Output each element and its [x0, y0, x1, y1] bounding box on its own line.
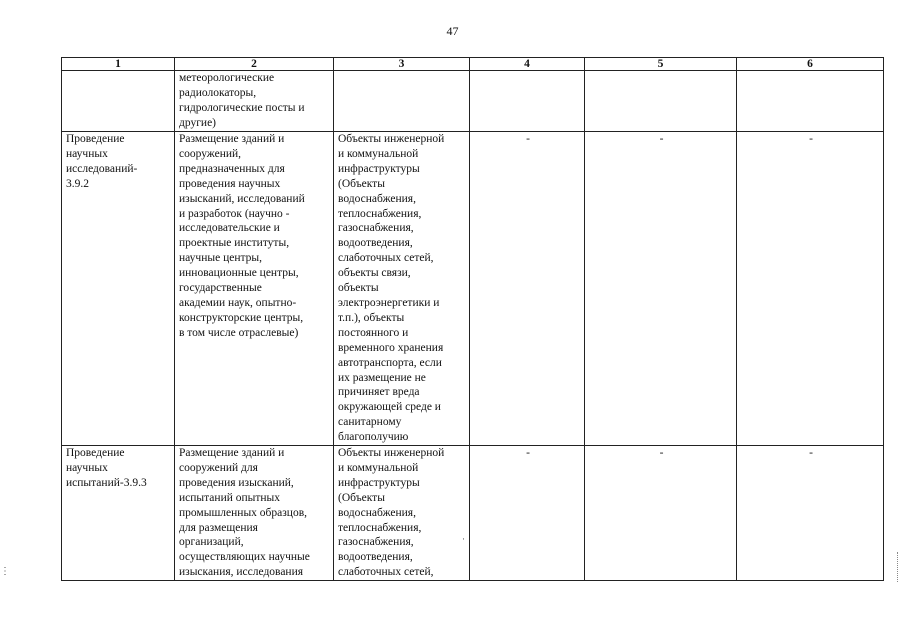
land-use-table — [61, 57, 884, 581]
table-row — [62, 132, 884, 446]
cell-text: - — [659, 447, 664, 460]
cell-auxiliary-uses — [334, 446, 470, 581]
cell-col4 — [470, 132, 585, 446]
cell-col4 — [470, 446, 585, 581]
column-header-6: 6 — [737, 58, 884, 71]
cell-text: метеорологические радиолокаторы, гидрологические посты и другие) — [179, 72, 305, 129]
cell-text: Проведение научных испытаний-3.9.3 — [66, 447, 147, 489]
cell-text: - — [809, 133, 813, 145]
table-row — [62, 446, 884, 581]
cell-col5 — [585, 71, 737, 132]
cell-description — [175, 132, 334, 446]
cell-col6 — [737, 446, 884, 581]
cell-description — [175, 71, 334, 132]
cell-text: Объекты инженерной и коммунальной инфраструктуры (Объекты водоснабжения, теплоснабжения, газоснабжения, водоотведения, слаботочных сетей, — [338, 447, 445, 579]
cell-use-type — [62, 446, 175, 581]
cell-text: Размещение зданий и сооружений для проведения изысканий, испытаний опытных промышленных образцов, для размещения организаций, осуществляющих научные изыскания, исследования — [179, 447, 310, 579]
cell-col6 — [737, 71, 884, 132]
scan-speck: · — [462, 534, 465, 544]
column-header-5: 5 — [585, 58, 737, 71]
column-header-3: 3 — [334, 58, 470, 71]
cell-col4 — [470, 71, 585, 132]
cell-use-type — [62, 132, 175, 446]
cell-text: - — [526, 133, 530, 145]
cell-use-type — [62, 71, 175, 132]
cell-text: Размещение зданий и сооружений, предназначенных для проведения научных изысканий, исследований и разработок (научно - исследовательские и проектные институты, научные центры, инновационные центры, государственные академии наук, опытно- конструкторские центры, в том числе отраслевые) — [179, 133, 305, 339]
scan-margin-mark: ⋮ — [0, 566, 10, 577]
cell-col6 — [737, 132, 884, 446]
cell-text: - — [809, 447, 813, 460]
header-row — [62, 58, 884, 71]
cell-text: Объекты инженерной и коммунальной инфраструктуры (Объекты водоснабжения, теплоснабжения, газоснабжения, водоотведения, слаботочных сетей, объекты связи, объекты электроэнергетики и т.п.), объекты постоянного и временного хранения автотранспорта, если их размещение не причиняет вреда окружающей среде и санитарному благополучию — [338, 133, 445, 444]
page-number: 47 — [446, 24, 459, 38]
column-header-4: 4 — [470, 58, 585, 71]
cell-description — [175, 446, 334, 581]
cell-text: - — [659, 133, 664, 145]
table-row — [62, 71, 884, 132]
cell-col5 — [585, 446, 737, 581]
cell-auxiliary-uses — [334, 71, 470, 132]
column-header-1: 1 — [62, 58, 175, 71]
cell-text: - — [526, 447, 530, 460]
cell-text: Проведение научных исследований- 3.9.2 — [66, 133, 138, 190]
cell-col5 — [585, 132, 737, 446]
cell-auxiliary-uses — [334, 132, 470, 446]
column-header-2: 2 — [175, 58, 334, 71]
scan-edge-mark — [897, 552, 904, 582]
